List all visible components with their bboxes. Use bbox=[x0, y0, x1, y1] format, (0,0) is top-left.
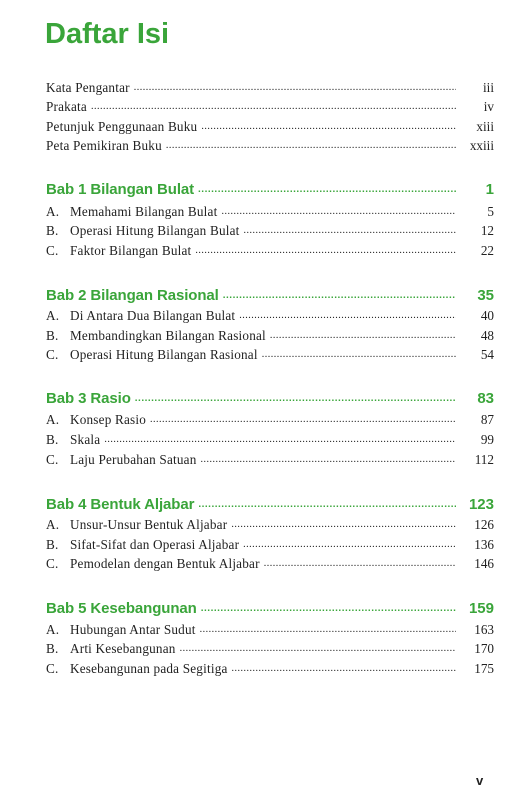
toc-chapter-2[interactable] bbox=[46, 284, 494, 304]
section-label: Skala bbox=[70, 432, 101, 447]
toc-entry-page: xiii bbox=[476, 119, 494, 134]
dot-leader bbox=[150, 412, 456, 428]
dot-leader bbox=[239, 308, 456, 324]
dot-leader bbox=[198, 182, 456, 198]
toc-section[interactable] bbox=[46, 343, 494, 363]
toc-section[interactable] bbox=[46, 304, 494, 324]
toc-section[interactable] bbox=[46, 239, 494, 259]
toc-section[interactable] bbox=[46, 408, 494, 428]
section-page: 163 bbox=[474, 622, 494, 637]
toc-chapter-3[interactable] bbox=[46, 387, 494, 407]
chapter-page: 35 bbox=[477, 287, 494, 304]
section-letter: B. bbox=[46, 328, 59, 343]
dot-leader bbox=[180, 641, 456, 657]
section-label: Unsur-Unsur Bentuk Aljabar bbox=[70, 517, 228, 532]
toc-entry-page: iii bbox=[483, 80, 494, 95]
dot-leader bbox=[134, 80, 456, 96]
toc-section[interactable] bbox=[46, 657, 494, 677]
section-letter: C. bbox=[46, 243, 59, 258]
toc-section[interactable] bbox=[46, 637, 494, 657]
toc-entry-front[interactable] bbox=[46, 134, 494, 154]
dot-leader bbox=[270, 328, 456, 344]
section-letter: B. bbox=[46, 537, 59, 552]
dot-leader bbox=[104, 432, 456, 448]
toc-chapter-1[interactable] bbox=[46, 178, 494, 198]
dot-leader bbox=[221, 204, 456, 220]
section-letter: B. bbox=[46, 432, 59, 447]
section-page: 146 bbox=[474, 556, 494, 571]
dot-leader bbox=[91, 99, 456, 115]
toc-section[interactable] bbox=[46, 448, 494, 468]
dot-leader bbox=[201, 601, 456, 617]
page-number: v bbox=[476, 773, 484, 788]
dot-leader bbox=[201, 452, 456, 468]
chapter-label: Bab 4 Bentuk Aljabar bbox=[46, 496, 195, 513]
dot-leader bbox=[201, 119, 456, 135]
toc-entry-front[interactable] bbox=[46, 95, 494, 115]
toc-section[interactable] bbox=[46, 219, 494, 239]
section-page: 112 bbox=[474, 452, 494, 467]
section-page: 126 bbox=[474, 517, 494, 532]
toc-entry-label: Kata Pengantar bbox=[46, 80, 130, 95]
section-label: Faktor Bilangan Bulat bbox=[70, 243, 192, 258]
chapter-label: Bab 2 Bilangan Rasional bbox=[46, 287, 219, 304]
section-page: 87 bbox=[480, 412, 494, 427]
section-page: 40 bbox=[480, 308, 494, 323]
dot-leader bbox=[135, 391, 456, 407]
page-title: Daftar Isi bbox=[45, 18, 170, 50]
section-letter: C. bbox=[46, 347, 59, 362]
section-label: Hubungan Antar Sudut bbox=[70, 622, 196, 637]
dot-leader bbox=[232, 661, 456, 677]
section-label: Operasi Hitung Bilangan Bulat bbox=[70, 223, 240, 238]
section-letter: A. bbox=[46, 517, 60, 532]
chapter-page: 159 bbox=[468, 600, 494, 617]
toc-section[interactable] bbox=[46, 428, 494, 448]
section-page: 54 bbox=[480, 347, 494, 362]
dot-leader bbox=[200, 622, 456, 638]
dot-leader bbox=[243, 537, 456, 553]
chapter-page: 1 bbox=[485, 181, 494, 198]
dot-leader bbox=[223, 288, 456, 304]
toc-entry-page: xxiii bbox=[469, 138, 494, 153]
toc-section[interactable] bbox=[46, 552, 494, 572]
toc-entry-label: Prakata bbox=[46, 99, 87, 114]
toc-section[interactable] bbox=[46, 513, 494, 533]
dot-leader bbox=[262, 347, 456, 363]
section-label: Laju Perubahan Satuan bbox=[70, 452, 197, 467]
section-label: Kesebangunan pada Segitiga bbox=[70, 661, 228, 676]
section-page: 170 bbox=[474, 641, 494, 656]
dot-leader bbox=[195, 243, 456, 259]
section-letter: A. bbox=[46, 412, 60, 427]
section-letter: C. bbox=[46, 661, 59, 676]
section-page: 22 bbox=[480, 243, 494, 258]
dot-leader bbox=[166, 138, 456, 154]
section-label: Konsep Rasio bbox=[70, 412, 147, 427]
section-letter: C. bbox=[46, 556, 59, 571]
section-label: Sifat-Sifat dan Operasi Aljabar bbox=[70, 537, 240, 552]
toc-entry-front[interactable] bbox=[46, 76, 494, 96]
toc-chapter-4[interactable] bbox=[46, 493, 494, 513]
dot-leader bbox=[244, 223, 456, 239]
toc-chapter-5[interactable] bbox=[46, 597, 494, 617]
toc-entry-label: Petunjuk Penggunaan Buku bbox=[46, 119, 198, 134]
section-label: Di Antara Dua Bilangan Bulat bbox=[70, 308, 236, 323]
section-label: Membandingkan Bilangan Rasional bbox=[70, 328, 266, 343]
section-label: Pemodelan dengan Bentuk Aljabar bbox=[70, 556, 260, 571]
section-page: 48 bbox=[480, 328, 494, 343]
toc-section[interactable] bbox=[46, 200, 494, 220]
section-page: 136 bbox=[474, 537, 494, 552]
section-letter: A. bbox=[46, 204, 60, 219]
section-page: 175 bbox=[474, 661, 494, 676]
section-letter: B. bbox=[46, 641, 59, 656]
chapter-page: 83 bbox=[477, 390, 494, 407]
toc-entry-label: Peta Pemikiran Buku bbox=[46, 138, 162, 153]
toc-entry-front[interactable] bbox=[46, 115, 494, 135]
section-letter: B. bbox=[46, 223, 59, 238]
chapter-label: Bab 5 Kesebangunan bbox=[46, 600, 197, 617]
dot-leader bbox=[264, 556, 456, 572]
dot-leader bbox=[198, 497, 456, 513]
toc-section[interactable] bbox=[46, 533, 494, 553]
toc-section[interactable] bbox=[46, 324, 494, 344]
section-page: 99 bbox=[480, 432, 494, 447]
section-letter: C. bbox=[46, 452, 59, 467]
chapter-page: 123 bbox=[468, 496, 494, 513]
section-page: 12 bbox=[480, 223, 494, 238]
toc-entry-page: iv bbox=[483, 99, 494, 114]
section-letter: A. bbox=[46, 622, 60, 637]
chapter-label: Bab 1 Bilangan Bulat bbox=[46, 181, 195, 198]
section-label: Memahami Bilangan Bulat bbox=[70, 204, 218, 219]
dot-leader bbox=[231, 517, 456, 533]
toc-section[interactable] bbox=[46, 618, 494, 638]
section-letter: A. bbox=[46, 308, 60, 323]
section-label: Operasi Hitung Bilangan Rasional bbox=[70, 347, 258, 362]
chapter-label: Bab 3 Rasio bbox=[46, 390, 131, 407]
section-label: Arti Kesebangunan bbox=[70, 641, 176, 656]
section-page: 5 bbox=[487, 204, 494, 219]
